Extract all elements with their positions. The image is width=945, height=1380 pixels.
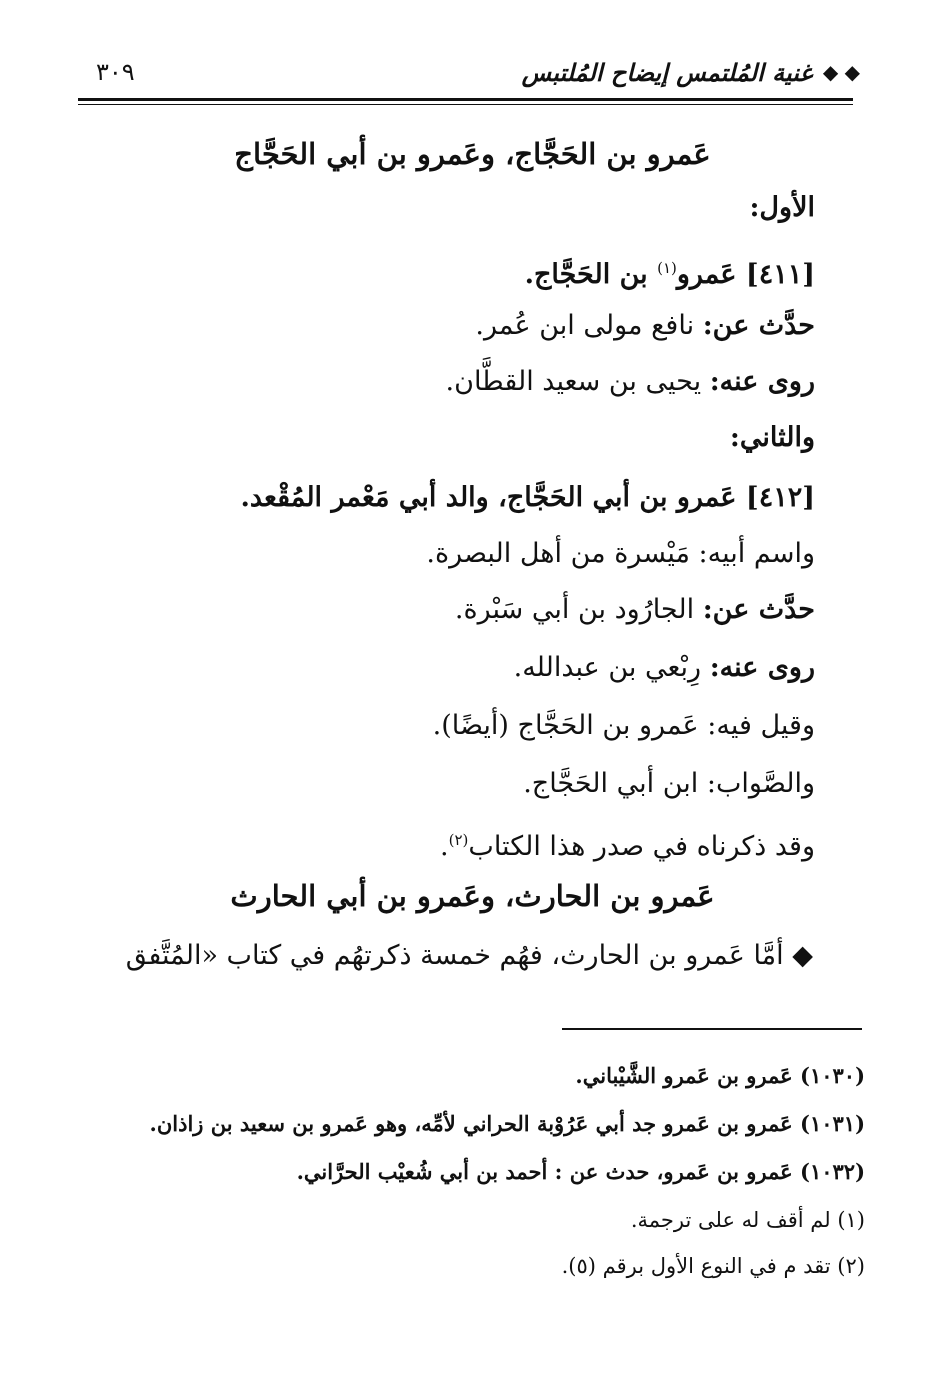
section-heading-2: عَمرو بن الحارث، وعَمرو بن أبي الحارث: [230, 879, 715, 913]
rawa-value: رِبْعي بن عبدالله.: [513, 652, 702, 683]
entry-name-rest: بن الحَجَّاج.: [524, 259, 648, 290]
entry-name: عَمرو: [676, 259, 737, 290]
entry-411-rawa: [446, 362, 815, 402]
first-label: الأول:: [749, 192, 815, 223]
footnote-1032: (١٠٣٢) عَمرو بن عَمرو، حدث عن : أحمد بن أبي شُعيْب الحرَّاني.: [296, 1159, 865, 1184]
hadath-value: نافع مولى ابن عُمر.: [475, 310, 695, 341]
running-title: غنية المُلتمس إيضاح المُلتبس: [521, 58, 812, 87]
entry-411-title: [525, 248, 815, 295]
hadath-label: حدَّث عن:: [702, 310, 815, 341]
rawa-label: روى عنه:: [709, 652, 815, 683]
entry-412-hadath: [455, 590, 815, 630]
footnote-ref: (١): [657, 259, 677, 277]
hadath-value: الجارُود بن أبي سَبْرة.: [454, 594, 695, 625]
footnote-1031: (١٠٣١) عَمرو بن عَمرو جد أبي عَرُوْبة الحراني لأمِّه، وهو عَمرو بن سعيد بن زاذان.: [149, 1111, 865, 1136]
entry-412-rawa: [514, 648, 815, 688]
page-number: ٣٠٩: [96, 58, 135, 86]
entry-412-qil: وقيل فيه: عَمرو بن الحَجَّاج (أيضًا).: [432, 710, 815, 741]
entry-412-father: واسم أبيه: مَيْسرة من أهل البصرة.: [426, 538, 815, 569]
entry-name: عَمرو بن أبي الحَجَّاج، والد أبي مَعْمر المُقْعد.: [240, 482, 737, 513]
header-rule: [78, 98, 853, 101]
footnote-rule: [562, 1028, 862, 1030]
diamond-marks-icon: ◆ ◆: [822, 60, 860, 84]
entry-412-sawab: والصَّواب: ابن أبي الحَجَّاج.: [523, 768, 815, 799]
mentioned-text: وقد ذكرناه في صدر هذا الكتاب: [468, 831, 815, 862]
section-heading-1: عَمرو بن الحَجَّاج، وعَمرو بن أبي الحَجَّاج: [234, 137, 711, 171]
entry-number: [٤١٢]: [745, 482, 815, 513]
entry-411-hadath: [475, 306, 815, 346]
rawa-value: يحيى بن سعيد القطَّان.: [445, 366, 702, 397]
entry-412-title: [240, 478, 815, 518]
footnote-ref: (٢): [448, 831, 469, 849]
page-header: [72, 58, 860, 98]
entry-number: [٤١١]: [745, 259, 815, 290]
entry-412-mentioned: [440, 820, 815, 867]
footnote-2: (٢) تقد م في النوع الأول برقم (٥).: [561, 1254, 865, 1278]
mentioned-end: .: [440, 831, 449, 862]
intro-paragraph-text: أمَّا عَمرو بن الحارث، فهُم خمسة ذكرتهُم في كتاب «المُتَّفق: [125, 940, 784, 971]
hadath-label: حدَّث عن:: [702, 594, 815, 625]
rawa-label: روى عنه:: [709, 366, 815, 397]
intro-paragraph: [126, 936, 813, 976]
diamond-bullet-icon: ◆: [792, 940, 813, 971]
footnote-1: (١) لم أقف له على ترجمة.: [630, 1208, 865, 1232]
footnote-1030: (١٠٣٠) عَمرو بن عَمرو الشَّيْباني.: [575, 1063, 865, 1088]
second-label: والثاني:: [729, 422, 815, 453]
header-rule-thin: [78, 104, 853, 105]
